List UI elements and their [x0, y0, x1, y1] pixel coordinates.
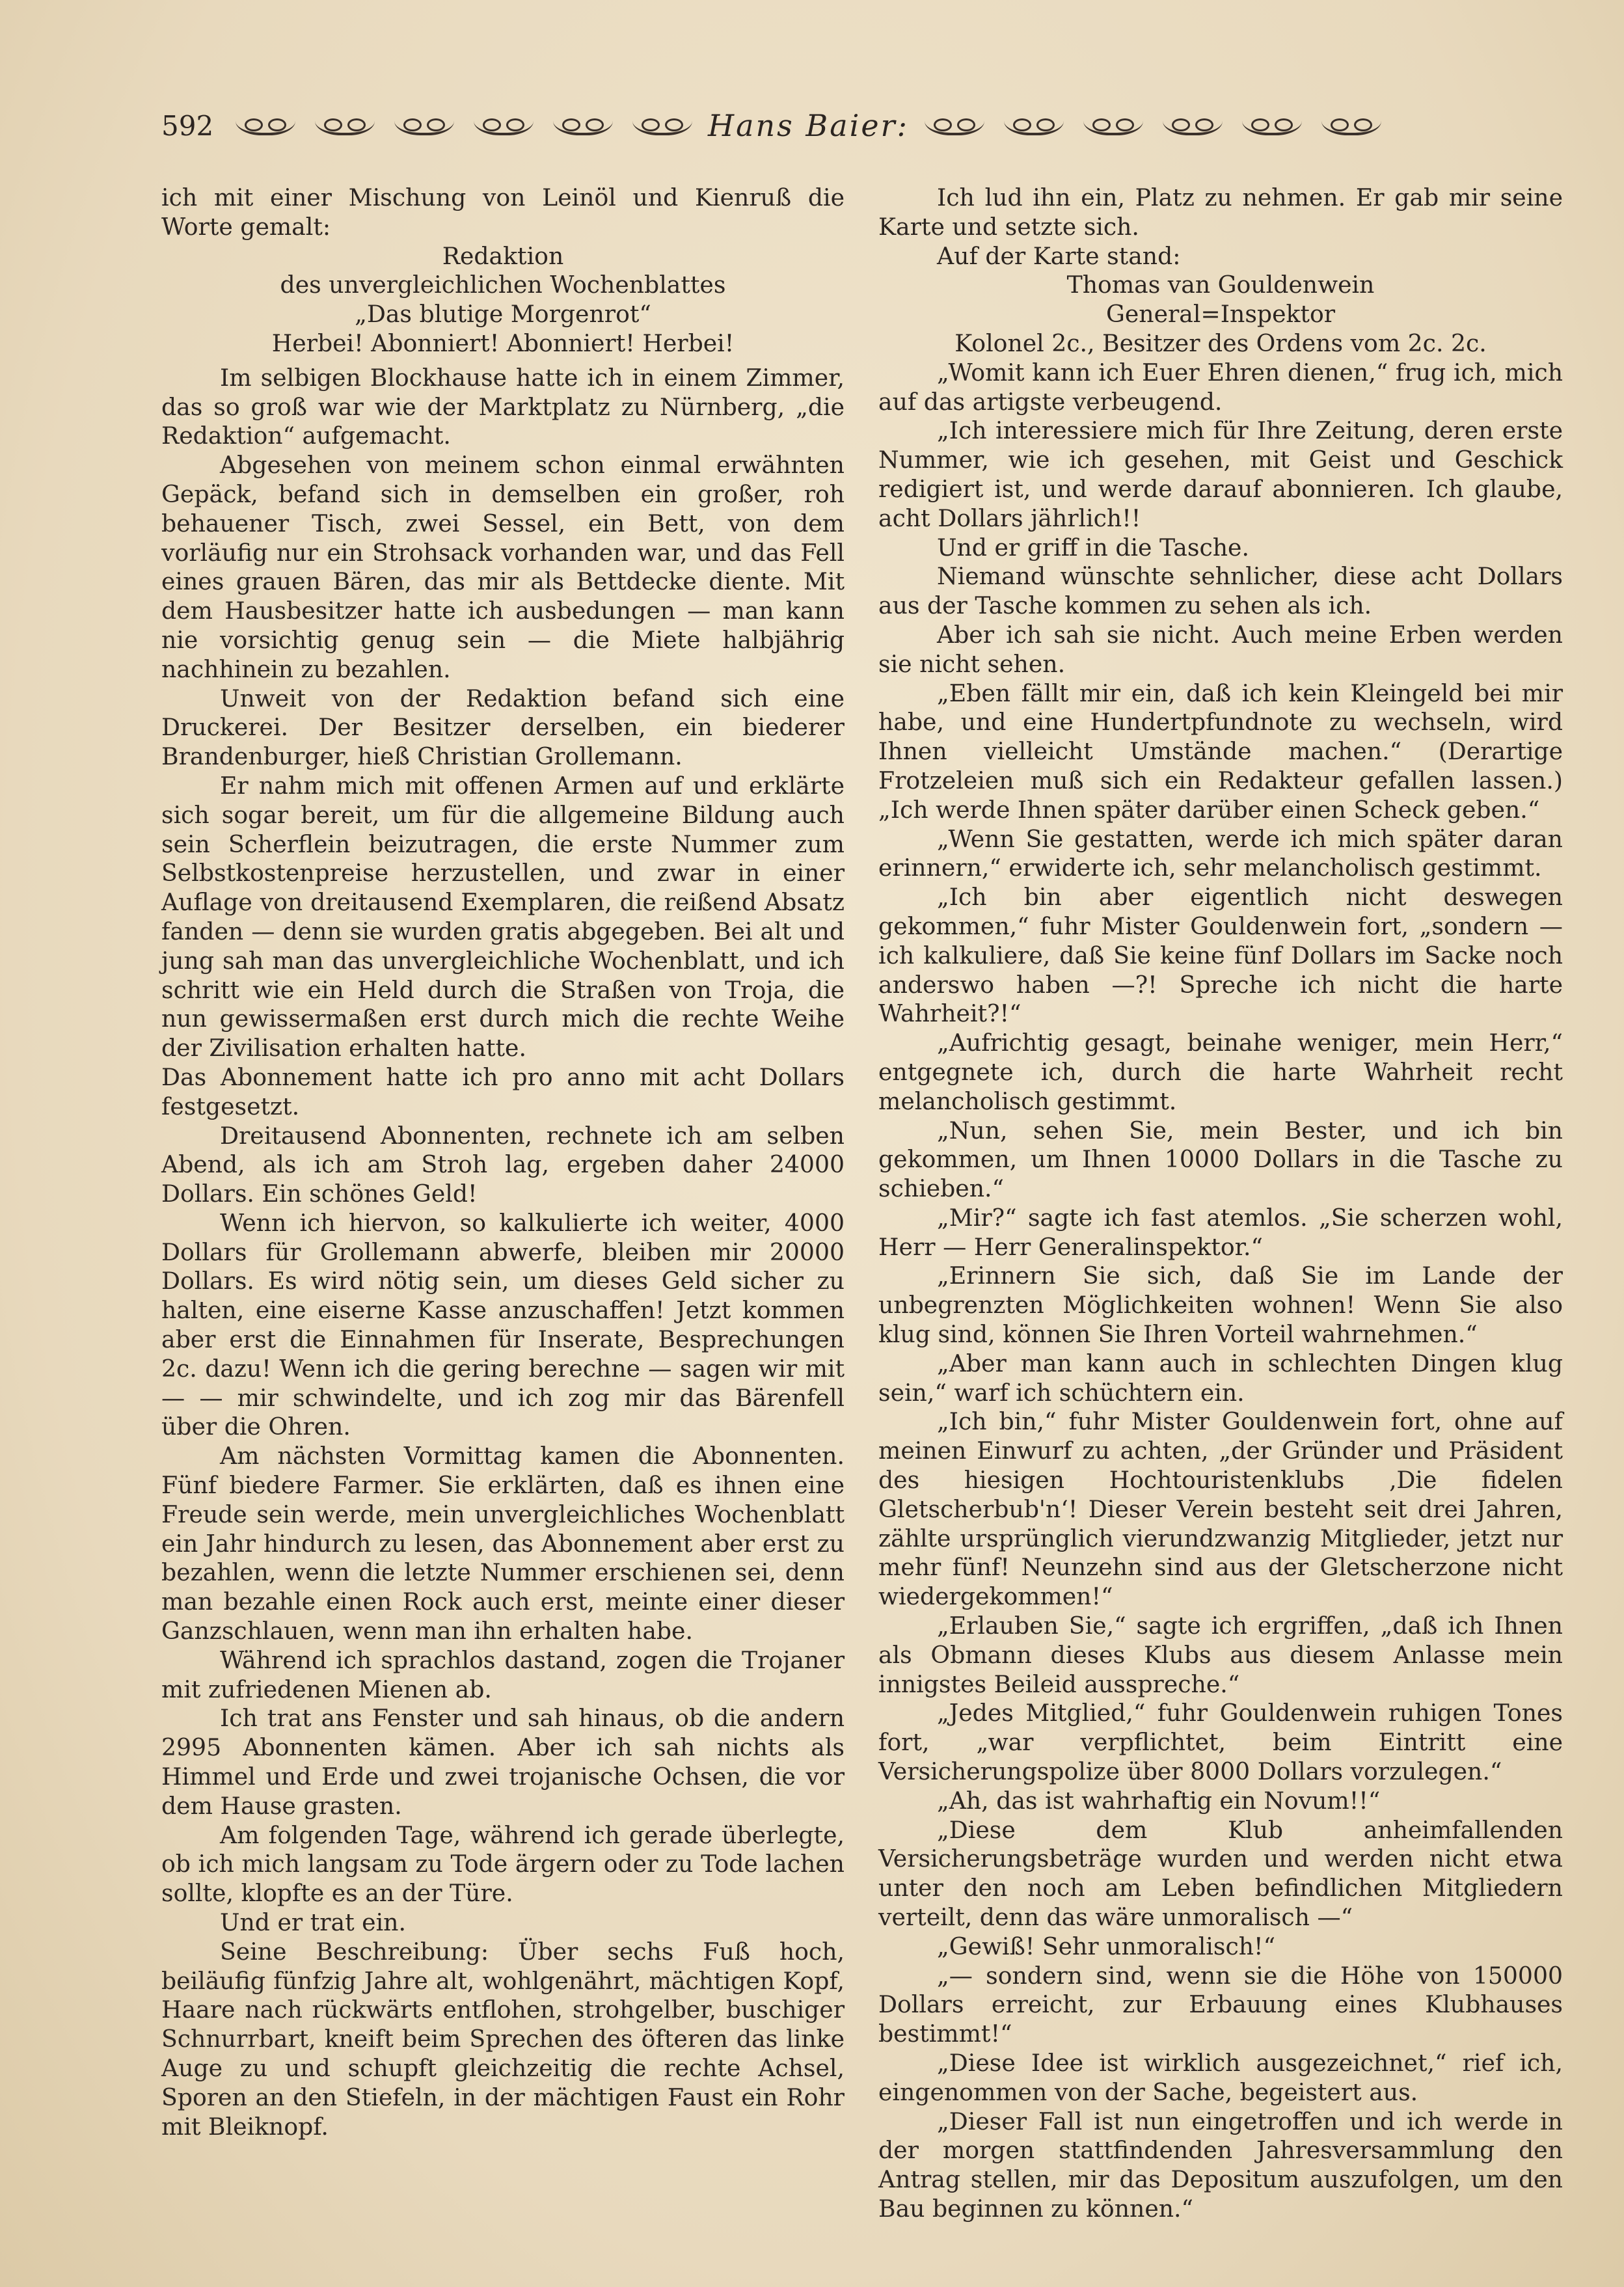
paragraph: „Dieser Fall ist nun eingetroffen und ich werde in der morgen stattfindenden Jahresversammlung den Antrag stellen, mir das Depositum auszufolgen, um den Bau beginnen zu können.“	[878, 2107, 1563, 2223]
paragraph: „Ich interessiere mich für Ihre Zeitung, deren erste Nummer, wie ich gesehen, mit Geist und Geschick redigiert ist, und werde darauf abonnieren. Ich glaube, acht Dollars jährlich!!	[878, 416, 1563, 532]
ornament-icon	[1242, 116, 1302, 135]
paragraph: „— sondern sind, wenn sie die Höhe von 150000 Dollars erreicht, zur Erbauung eines Klubhauses bestimmt!“	[878, 1961, 1563, 2048]
paragraph: Kolonel 2c., Besitzer des Ordens vom 2c. 2c.	[954, 329, 1487, 357]
paragraph: Abgesehen von meinem schon einmal erwähnten Gepäck, befand sich in demselben ein großer, roh behauener Tisch, zwei Sessel, ein Bett, von dem vorläufig nur ein Strohsack vorhanden war, und das Fell eines grauen Bären, das mir als Bettdecke diente. Mit dem Hausbesitzer hatte ich ausbedungen — man kann nie vorsichtig genug sein — die Miete halbjährig nachhinein zu bezahlen.	[161, 451, 845, 683]
ornament-icon	[632, 116, 692, 135]
paragraph: Und er griff in die Tasche.	[937, 533, 1249, 562]
paragraph: „Womit kann ich Euer Ehren dienen,“ frug ich, mich auf das artigste verbeugend.	[878, 358, 1563, 416]
paragraph: Und er trat ein.	[220, 1908, 406, 1937]
paragraph: Ich lud ihn ein, Platz zu nehmen. Er gab mir seine Karte und setzte sich.	[878, 183, 1563, 241]
paragraph: Während ich sprachlos dastand, zogen die Trojaner mit zufriedenen Mienen ab.	[161, 1645, 845, 1703]
paragraph: Unweit von der Redaktion befand sich eine Druckerei. Der Besitzer derselben, ein biederer Brandenburger, hieß Christian Grollemann.	[161, 684, 845, 771]
page-number: 592	[161, 109, 214, 142]
paragraph: „Ah, das ist wahrhaftig ein Novum!!“	[937, 1786, 1381, 1815]
paragraph: „Eben fällt mir ein, daß ich kein Kleingeld bei mir habe, und eine Hundertpfundnote zu wechseln, wird Ihnen vielleicht Umstände machen.“ (Derartige Frotzeleien muß sich ein Redakteur gefallen lassen.) „Ich werde Ihnen später darüber einen Scheck geben.“	[878, 679, 1563, 824]
ornament-icon	[315, 116, 375, 135]
left-column	[161, 183, 845, 2141]
paragraph: „Diese Idee ist wirklich ausgezeichnet,“ rief ich, eingenommen von der Sache, begeistert aus.	[878, 2049, 1563, 2106]
paragraph: Wenn ich hiervon, so kalkulierte ich weiter, 4000 Dollars für Grollemann abwerfe, bleiben mir 20000 Dollars. Es wird nötig sein, um dieses Geld sicher zu halten, eine eiserne Kasse anzuschaffen! Jetzt kommen aber erst die Einnahmen für Inserate, Besprechungen 2c. dazu! Wenn ich die gering berechne — sagen wir mit — — mir schwindelte, und ich zog mir das Bärenfell über die Ohren.	[161, 1208, 845, 1441]
paragraph: Aber ich sah sie nicht. Auch meine Erben werden sie nicht sehen.	[878, 620, 1563, 678]
ornament-icon	[394, 116, 454, 135]
ornament-icon	[1163, 116, 1223, 135]
paragraph: Im selbigen Blockhause hatte ich in einem Zimmer, das so groß war wie der Marktplatz zu Nürnberg, „die Redaktion“ aufgemacht.	[161, 363, 845, 450]
right-column	[878, 183, 1563, 2224]
paragraph: des unvergleichlichen Wochenblattes	[280, 271, 726, 299]
paragraph: Seine Beschreibung: Über sechs Fuß hoch, beiläufig fünfzig Jahre alt, wohlgenährt, mächtigen Kopf, Haare nach rückwärts entflohen, strohgelber, buschiger Schnurrbart, kneift beim Sprechen des öfteren das linke Auge zu und schupft gleichzeitig die rechte Achsel, Sporen an den Stiefeln, in der mächtigen Faust ein Rohr mit Bleiknopf.	[161, 1937, 845, 2141]
paragraph: „Erlauben Sie,“ sagte ich ergriffen, „daß ich Ihnen als Obmann dieses Klubs aus diesem Anlasse mein innigstes Beileid ausspreche.“	[878, 1612, 1563, 1698]
ornament-icon	[1004, 116, 1064, 135]
paragraph: Redaktion	[442, 241, 564, 270]
ornament-icon	[474, 116, 534, 135]
paragraph: „Ich bin,“ fuhr Mister Gouldenwein fort, ohne auf meinen Einwurf zu achten, „der Gründer und Präsident des hiesigen Hochtouristenklubs ‚Die fidelen Gletscherbub'n‘! Dieser Verein besteht seit drei Jahren, zählte ursprünglich vierundzwanzig Mitglieder, jetzt nur mehr fünf! Neunzehn sind aus der Gletscherzone nicht wiedergekommen!“	[878, 1407, 1563, 1611]
paragraph: „Erinnern Sie sich, daß Sie im Lande der unbegrenzten Möglichkeiten wohnen! Wenn Sie also klug sind, können Sie Ihren Vorteil wahrnehmen.“	[878, 1262, 1563, 1349]
paragraph: „Nun, sehen Sie, mein Bester, und ich bin gekommen, um Ihnen 10000 Dollars in die Tasche zu schieben.“	[878, 1116, 1563, 1203]
paragraph: „Wenn Sie gestatten, werde ich mich später daran erinnern,“ erwiderte ich, sehr melancholisch gestimmt.	[878, 824, 1563, 882]
ornament-icon	[925, 116, 984, 135]
page-header	[161, 103, 1430, 148]
paragraph: Dreitausend Abonnenten, rechnete ich am selben Abend, als ich am Stroh lag, ergeben daher 24000 Dollars. Ein schönes Geld!	[161, 1121, 845, 1208]
paragraph: „Aufrichtig gesagt, beinahe weniger, mein Herr,“ entgegnete ich, durch die harte Wahrheit recht melancholisch gestimmt.	[878, 1029, 1563, 1115]
paragraph: Am folgenden Tage, während ich gerade überlegte, ob ich mich langsam zu Tode ärgern oder zu Tode lachen sollte, klopfte es an der Türe.	[161, 1820, 845, 1908]
paragraph: Thomas van Gouldenwein	[1066, 271, 1375, 299]
paragraph: Herbei! Abonniert! Abonniert! Herbei!	[271, 329, 735, 357]
header-ornament-left	[236, 116, 692, 135]
paragraph: General=Inspektor	[1105, 300, 1336, 329]
ornament-icon	[1083, 116, 1143, 135]
paragraph: Ich trat ans Fenster und sah hinaus, ob die andern 2995 Abonnenten kämen. Aber ich sah nichts als Himmel und Erde und zwei trojanische Ochsen, die vor dem Hause grasten.	[161, 1704, 845, 1820]
paragraph: ich mit einer Mischung von Leinöl und Kienruß die Worte gemalt:	[161, 183, 845, 241]
running-head: Hans Baier:	[708, 108, 910, 143]
paragraph: „Diese dem Klub anheimfallenden Versicherungsbeträge wurden und werden nicht etwa unter den noch am Leben befindlichen Mitgliedern verteilt, denn das wäre unmoralisch —“	[878, 1815, 1563, 1932]
paragraph: „Jedes Mitglied,“ fuhr Gouldenwein ruhigen Tones fort, „war verpflichtet, beim Eintritt eine Versicherungspolize über 8000 Dollars vorzulegen.“	[878, 1699, 1563, 1786]
paragraph: „Aber man kann auch in schlechten Dingen klug sein,“ warf ich schüchtern ein.	[878, 1349, 1563, 1407]
paragraph: Am nächsten Vormittag kamen die Abonnenten. Fünf biedere Farmer. Sie erklärten, daß es ihnen eine Freude sein werde, mein unvergleichliches Wochenblatt ein Jahr hindurch zu lesen, das Abonnement aber erst zu bezahlen, wenn die letzte Nummer erschienen sei, denn man bezahle einen Rock auch erst, meinte einer dieser Ganzschlauen, wenn man ihn erhalten habe.	[161, 1442, 845, 1645]
paragraph: „Das blutige Morgenrot“	[355, 300, 651, 329]
paragraph: Auf der Karte stand:	[937, 241, 1181, 270]
header-ornament-right	[925, 116, 1381, 135]
paragraph: Das Abonnement hatte ich pro anno mit acht Dollars festgesetzt.	[161, 1062, 845, 1120]
ornament-icon	[1321, 116, 1381, 135]
paragraph: „Gewiß! Sehr unmoralisch!“	[937, 1932, 1276, 1960]
ornament-icon	[236, 116, 295, 135]
paragraph: „Mir?“ sagte ich fast atemlos. „Sie scherzen wohl, Herr — Herr Generalinspektor.“	[878, 1203, 1563, 1261]
paragraph: „Ich bin aber eigentlich nicht deswegen gekommen,“ fuhr Mister Gouldenwein fort, „sondern — ich kalkuliere, daß Sie keine fünf Dollars im Sacke noch anderswo haben —?! Spreche ich nicht die harte Wahrheit?!“	[878, 883, 1563, 1028]
paragraph: Er nahm mich mit offenen Armen auf und erklärte sich sogar bereit, um für die allgemeine Bildung auch sein Scherflein beizutragen, die erste Nummer zum Selbstkostenpreise herzustellen, und zwar in einer Auflage von dreitausend Exemplaren, die reißend Absatz fanden — denn sie wurden gratis abgegeben. Bei alt und jung sah man das unvergleichliche Wochenblatt, und ich schritt wie ein Held durch die Straßen von Troja, die nun gewissermaßen erst durch mich die rechte Weihe der Zivilisation erhalten hatte.	[161, 771, 845, 1062]
ornament-icon	[553, 116, 613, 135]
paragraph: Niemand wünschte sehnlicher, diese acht Dollars aus der Tasche kommen zu sehen als ich.	[878, 562, 1563, 620]
